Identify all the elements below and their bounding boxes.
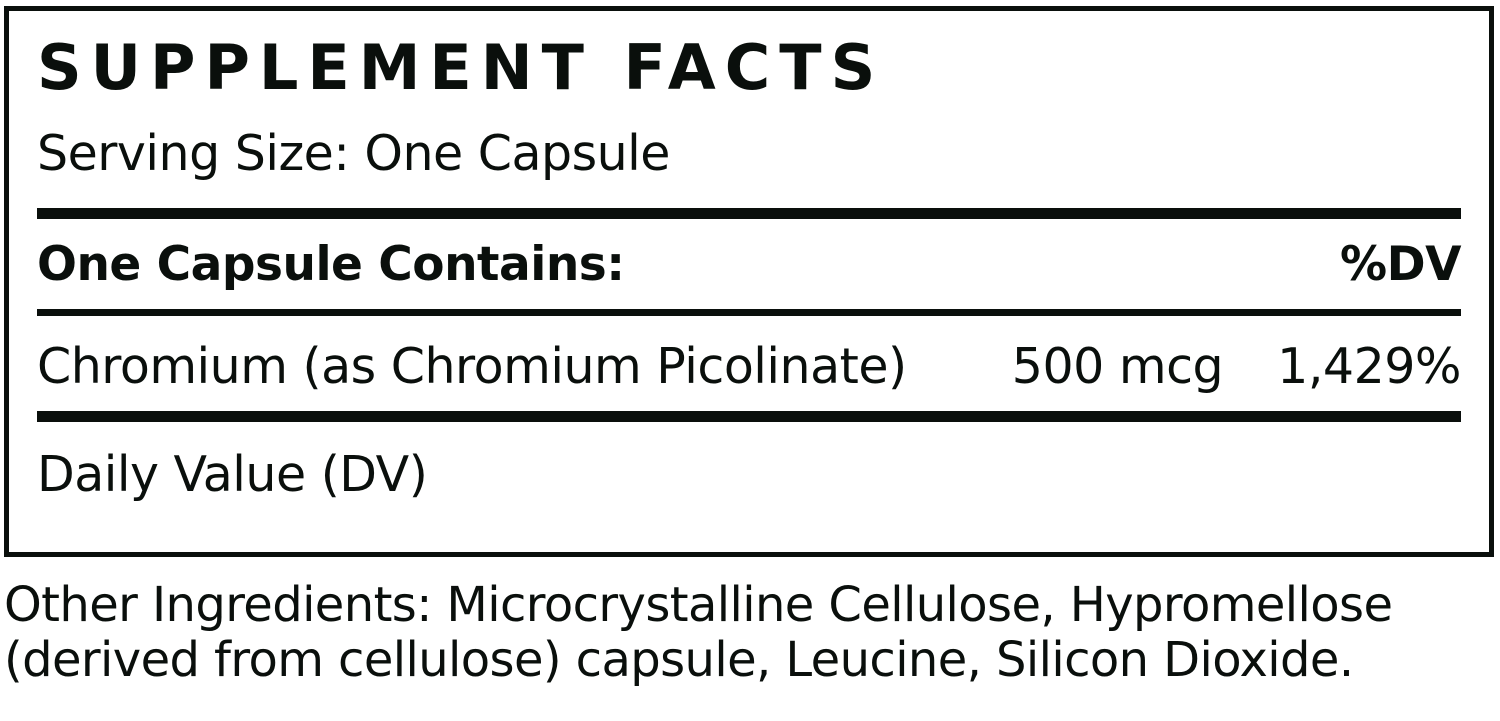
divider-thick-bottom bbox=[37, 411, 1461, 422]
divider-medium bbox=[37, 309, 1461, 316]
daily-value-footnote: Daily Value (DV) bbox=[37, 446, 428, 503]
serving-size-text: Serving Size: One Capsule bbox=[37, 125, 670, 182]
page-title: SUPPLEMENT FACTS bbox=[37, 31, 885, 104]
nutrient-name: Chromium (as Chromium Picolinate) bbox=[37, 338, 907, 395]
nutrient-daily-value: 1,429% bbox=[1277, 338, 1461, 395]
divider-thick-top bbox=[37, 208, 1461, 219]
other-ingredients-text: Other Ingredients: Microcrystalline Cellulose, Hypromellose (derived from cellulose) capsule, Leucine, Silicon Dioxide. bbox=[4, 577, 1393, 688]
table-header-dv-label: %DV bbox=[1340, 237, 1461, 292]
nutrient-amount: 500 mcg bbox=[1011, 338, 1224, 395]
table-row bbox=[37, 338, 1461, 395]
supplement-facts-panel bbox=[4, 6, 1494, 557]
table-header-left-label: One Capsule Contains: bbox=[37, 237, 625, 292]
table-header-row bbox=[37, 237, 1461, 292]
